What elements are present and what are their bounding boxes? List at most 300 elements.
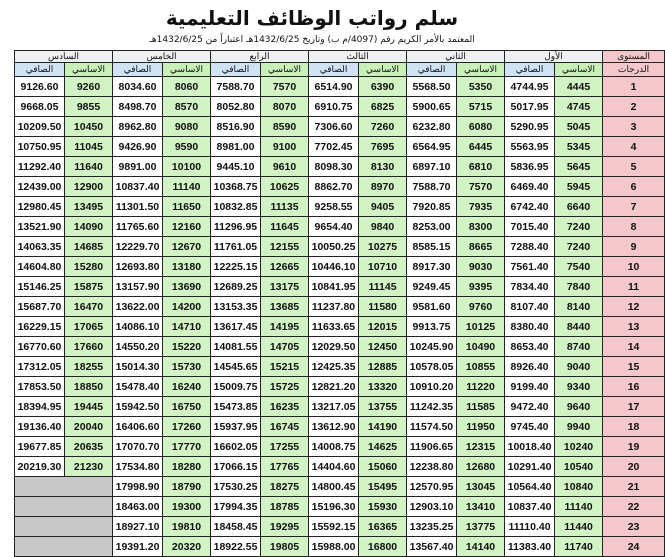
net-salary-cell: 10209.50 [15, 117, 65, 137]
basic-salary-cell: 11640 [65, 157, 113, 177]
net-salary-cell: 16770.60 [15, 337, 65, 357]
basic-salary-cell: 11145 [359, 277, 407, 297]
net-salary-cell: 15942.50 [113, 397, 163, 417]
basic-salary-cell: 18790 [163, 477, 211, 497]
table-row [15, 77, 665, 97]
basic-salary-cell: 4745 [555, 97, 603, 117]
grade-cell: 2 [603, 97, 665, 117]
page-subtitle: المعتمد بالأمر الكريم رقم (4097/م ب) وتاريخ 1432/6/25هـ اعتباراً من 1432/6/25هـ [149, 35, 475, 45]
net-salary-cell: 11574.50 [407, 417, 457, 437]
net-salary-cell: 6742.40 [505, 197, 555, 217]
basic-salary-cell: 10540 [555, 457, 603, 477]
basic-salary-cell: 15220 [163, 337, 211, 357]
net-header: الصافي [309, 63, 359, 77]
net-header: الصافي [505, 63, 555, 77]
basic-salary-cell: 11585 [457, 397, 505, 417]
net-salary-cell: 10750.95 [15, 137, 65, 157]
basic-salary-cell: 8300 [457, 217, 505, 237]
basic-salary-cell: 19445 [65, 397, 113, 417]
net-salary-cell: 7288.40 [505, 237, 555, 257]
net-salary-cell: 14550.20 [113, 337, 163, 357]
basic-salary-cell: 14190 [359, 417, 407, 437]
basic-salary-cell: 13175 [261, 277, 309, 297]
table-row [15, 277, 665, 297]
basic-header: الاساسي [163, 63, 211, 77]
empty-cell [15, 537, 113, 557]
net-salary-cell: 10291.40 [505, 457, 555, 477]
grade-cell: 13 [603, 317, 665, 337]
net-salary-cell: 13235.25 [407, 517, 457, 537]
net-salary-cell: 15478.40 [113, 377, 163, 397]
basic-salary-cell: 17765 [261, 457, 309, 477]
page-title: سلم رواتب الوظائف التعليمية [165, 6, 459, 30]
basic-salary-cell: 7540 [555, 257, 603, 277]
net-salary-cell: 9426.90 [113, 137, 163, 157]
basic-salary-cell: 13045 [457, 477, 505, 497]
net-salary-cell: 11761.05 [211, 237, 261, 257]
grade-cell: 14 [603, 337, 665, 357]
grade-cell: 8 [603, 217, 665, 237]
table-row [15, 397, 665, 417]
basic-salary-cell: 8970 [359, 177, 407, 197]
net-salary-cell: 11906.65 [407, 437, 457, 457]
net-salary-cell: 10446.10 [309, 257, 359, 277]
basic-salary-cell: 5345 [555, 137, 603, 157]
basic-salary-cell: 10625 [261, 177, 309, 197]
net-salary-cell: 10245.90 [407, 337, 457, 357]
basic-salary-cell: 7840 [555, 277, 603, 297]
net-salary-cell: 5836.95 [505, 157, 555, 177]
net-salary-cell: 14545.65 [211, 357, 261, 377]
net-salary-cell: 8585.15 [407, 237, 457, 257]
net-header: الصافي [113, 63, 163, 77]
net-salary-cell: 6564.95 [407, 137, 457, 157]
grade-cell: 3 [603, 117, 665, 137]
basic-header: الاساسي [359, 63, 407, 77]
net-salary-cell: 13217.05 [309, 397, 359, 417]
net-salary-cell: 11242.35 [407, 397, 457, 417]
basic-salary-cell: 12885 [359, 357, 407, 377]
basic-salary-cell: 17260 [163, 417, 211, 437]
net-salary-cell: 10368.75 [211, 177, 261, 197]
net-salary-cell: 7306.60 [309, 117, 359, 137]
basic-salary-cell: 17255 [261, 437, 309, 457]
net-salary-cell: 15146.25 [15, 277, 65, 297]
basic-salary-cell: 14195 [261, 317, 309, 337]
table-row [15, 157, 665, 177]
table-row [15, 237, 665, 257]
net-salary-cell: 7015.40 [505, 217, 555, 237]
net-salary-cell: 11237.80 [309, 297, 359, 317]
basic-salary-cell: 7935 [457, 197, 505, 217]
basic-salary-cell: 10855 [457, 357, 505, 377]
basic-salary-cell: 16800 [359, 537, 407, 557]
net-salary-cell: 5568.50 [407, 77, 457, 97]
basic-salary-cell: 18785 [261, 497, 309, 517]
basic-salary-cell: 12900 [65, 177, 113, 197]
net-salary-cell: 9654.40 [309, 217, 359, 237]
basic-salary-cell: 11580 [359, 297, 407, 317]
level-header: الثالث [309, 51, 407, 63]
table-row [15, 337, 665, 357]
net-salary-cell: 9258.55 [309, 197, 359, 217]
basic-salary-cell: 15730 [163, 357, 211, 377]
basic-salary-cell: 16750 [163, 397, 211, 417]
net-salary-cell: 10837.40 [505, 497, 555, 517]
basic-salary-cell: 10125 [457, 317, 505, 337]
net-salary-cell: 8498.70 [113, 97, 163, 117]
net-salary-cell: 8052.80 [211, 97, 261, 117]
net-salary-cell: 12980.45 [15, 197, 65, 217]
grade-cell: 11 [603, 277, 665, 297]
basic-salary-cell: 11740 [555, 537, 603, 557]
net-salary-cell: 17312.05 [15, 357, 65, 377]
grade-cell: 17 [603, 397, 665, 417]
basic-salary-cell: 9405 [359, 197, 407, 217]
net-salary-cell: 15473.85 [211, 397, 261, 417]
table-row [15, 317, 665, 337]
basic-salary-cell: 9340 [555, 377, 603, 397]
net-salary-cell: 12029.50 [309, 337, 359, 357]
basic-salary-cell: 7260 [359, 117, 407, 137]
net-salary-cell: 12439.00 [15, 177, 65, 197]
net-salary-cell: 10841.95 [309, 277, 359, 297]
net-salary-cell: 12689.25 [211, 277, 261, 297]
net-salary-cell: 13617.45 [211, 317, 261, 337]
net-salary-cell: 10018.40 [505, 437, 555, 457]
basic-salary-cell: 5945 [555, 177, 603, 197]
net-salary-cell: 10578.05 [407, 357, 457, 377]
basic-salary-cell: 9260 [65, 77, 113, 97]
grade-cell: 4 [603, 137, 665, 157]
net-salary-cell: 15014.30 [113, 357, 163, 377]
basic-salary-cell: 6080 [457, 117, 505, 137]
grade-cell: 9 [603, 237, 665, 257]
table-row [15, 417, 665, 437]
basic-salary-cell: 18850 [65, 377, 113, 397]
net-salary-cell: 16406.60 [113, 417, 163, 437]
basic-salary-cell: 7570 [457, 177, 505, 197]
net-salary-cell: 14008.75 [309, 437, 359, 457]
table-row [15, 497, 665, 517]
basic-salary-cell: 8740 [555, 337, 603, 357]
net-salary-cell: 17534.80 [113, 457, 163, 477]
net-salary-cell: 9891.00 [113, 157, 163, 177]
net-salary-cell: 7561.40 [505, 257, 555, 277]
basic-salary-cell: 13410 [457, 497, 505, 517]
basic-header: الاساسي [555, 63, 603, 77]
level-header-row [15, 51, 665, 63]
basic-salary-cell: 10240 [555, 437, 603, 457]
net-salary-cell: 5563.95 [505, 137, 555, 157]
basic-salary-cell: 12680 [457, 457, 505, 477]
basic-salary-cell: 16470 [65, 297, 113, 317]
basic-salary-cell: 13775 [457, 517, 505, 537]
net-salary-cell: 12229.70 [113, 237, 163, 257]
basic-salary-cell: 17660 [65, 337, 113, 357]
net-salary-cell: 19136.40 [15, 417, 65, 437]
basic-salary-cell: 15215 [261, 357, 309, 377]
level-corner-label: المستوى [603, 51, 665, 63]
net-salary-cell: 17530.25 [211, 477, 261, 497]
net-salary-cell: 14800.45 [309, 477, 359, 497]
basic-salary-cell: 12015 [359, 317, 407, 337]
net-salary-cell: 10050.25 [309, 237, 359, 257]
basic-salary-cell: 12315 [457, 437, 505, 457]
net-salary-cell: 8926.40 [505, 357, 555, 377]
basic-salary-cell: 11140 [163, 177, 211, 197]
basic-salary-cell: 16235 [261, 397, 309, 417]
basic-salary-cell: 9590 [163, 137, 211, 157]
net-salary-cell: 5900.65 [407, 97, 457, 117]
table-row [15, 477, 665, 497]
grade-cell: 1 [603, 77, 665, 97]
net-salary-cell: 8253.00 [407, 217, 457, 237]
grade-cell: 16 [603, 377, 665, 397]
basic-salary-cell: 12450 [359, 337, 407, 357]
basic-salary-cell: 6825 [359, 97, 407, 117]
net-salary-cell: 7588.70 [407, 177, 457, 197]
net-salary-cell: 8380.40 [505, 317, 555, 337]
basic-salary-cell: 8060 [163, 77, 211, 97]
basic-salary-cell: 20040 [65, 417, 113, 437]
net-salary-cell: 10564.40 [505, 477, 555, 497]
net-salary-cell: 13612.90 [309, 417, 359, 437]
net-salary-cell: 13567.40 [407, 537, 457, 557]
net-salary-cell: 8107.40 [505, 297, 555, 317]
net-salary-cell: 11110.40 [505, 517, 555, 537]
grade-cell: 23 [603, 517, 665, 537]
basic-salary-cell: 10490 [457, 337, 505, 357]
basic-salary-cell: 7240 [555, 237, 603, 257]
net-salary-cell: 14086.10 [113, 317, 163, 337]
basic-salary-cell: 13320 [359, 377, 407, 397]
grades-corner-label: الدرجات [603, 63, 665, 77]
net-header: الصافي [407, 63, 457, 77]
net-salary-cell: 10910.20 [407, 377, 457, 397]
basic-salary-cell: 19805 [261, 537, 309, 557]
net-salary-cell: 15687.70 [15, 297, 65, 317]
net-salary-cell: 6897.10 [407, 157, 457, 177]
salary-scale-table [14, 50, 665, 557]
net-salary-cell: 14081.55 [211, 337, 261, 357]
basic-salary-cell: 11140 [555, 497, 603, 517]
table-row [15, 297, 665, 317]
basic-salary-cell: 19810 [163, 517, 211, 537]
basic-salary-cell: 12160 [163, 217, 211, 237]
net-salary-cell: 6232.80 [407, 117, 457, 137]
table-row [15, 537, 665, 557]
net-salary-cell: 15937.95 [211, 417, 261, 437]
basic-header: الاساسي [65, 63, 113, 77]
net-salary-cell: 12225.15 [211, 257, 261, 277]
net-salary-cell: 19677.85 [15, 437, 65, 457]
empty-cell [15, 517, 113, 537]
net-salary-cell: 20219.30 [15, 457, 65, 477]
basic-salary-cell: 15725 [261, 377, 309, 397]
net-salary-cell: 8862.70 [309, 177, 359, 197]
level-header: الثاني [407, 51, 505, 63]
net-salary-cell: 10832.85 [211, 197, 261, 217]
basic-salary-cell: 11045 [65, 137, 113, 157]
net-salary-cell: 8981.00 [211, 137, 261, 157]
basic-salary-cell: 12155 [261, 237, 309, 257]
basic-salary-cell: 5045 [555, 117, 603, 137]
net-salary-cell: 18394.95 [15, 397, 65, 417]
basic-salary-cell: 18255 [65, 357, 113, 377]
basic-salary-cell: 5645 [555, 157, 603, 177]
net-salary-cell: 17066.15 [211, 457, 261, 477]
table-row [15, 177, 665, 197]
table-row [15, 217, 665, 237]
empty-cell [15, 497, 113, 517]
net-salary-cell: 11383.40 [505, 537, 555, 557]
grade-cell: 6 [603, 177, 665, 197]
basic-salary-cell: 9030 [457, 257, 505, 277]
net-salary-cell: 15196.30 [309, 497, 359, 517]
net-salary-cell: 18922.55 [211, 537, 261, 557]
basic-salary-cell: 8140 [555, 297, 603, 317]
level-header: الأول [505, 51, 603, 63]
basic-salary-cell: 11645 [261, 217, 309, 237]
net-salary-cell: 7702.45 [309, 137, 359, 157]
net-salary-cell: 5290.95 [505, 117, 555, 137]
net-salary-cell: 13157.90 [113, 277, 163, 297]
net-salary-cell: 12903.10 [407, 497, 457, 517]
grade-cell: 21 [603, 477, 665, 497]
net-salary-cell: 13622.00 [113, 297, 163, 317]
basic-salary-cell: 16365 [359, 517, 407, 537]
basic-salary-cell: 13690 [163, 277, 211, 297]
net-salary-cell: 18927.10 [113, 517, 163, 537]
net-salary-cell: 18458.45 [211, 517, 261, 537]
net-salary-cell: 14404.60 [309, 457, 359, 477]
basic-salary-cell: 18275 [261, 477, 309, 497]
table-row [15, 437, 665, 457]
basic-salary-cell: 16240 [163, 377, 211, 397]
basic-salary-cell: 8665 [457, 237, 505, 257]
basic-salary-cell: 11220 [457, 377, 505, 397]
basic-salary-cell: 14685 [65, 237, 113, 257]
basic-salary-cell: 13180 [163, 257, 211, 277]
basic-salary-cell: 9100 [261, 137, 309, 157]
basic-salary-cell: 10710 [359, 257, 407, 277]
table-row [15, 357, 665, 377]
table-row [15, 377, 665, 397]
net-salary-cell: 8962.80 [113, 117, 163, 137]
basic-salary-cell: 15930 [359, 497, 407, 517]
basic-salary-cell: 5715 [457, 97, 505, 117]
basic-salary-cell: 14140 [457, 537, 505, 557]
net-salary-cell: 8917.30 [407, 257, 457, 277]
basic-salary-cell: 13755 [359, 397, 407, 417]
basic-salary-cell: 13495 [65, 197, 113, 217]
basic-salary-cell: 14200 [163, 297, 211, 317]
basic-salary-cell: 9080 [163, 117, 211, 137]
net-salary-cell: 8516.90 [211, 117, 261, 137]
basic-salary-cell: 8570 [163, 97, 211, 117]
net-salary-cell: 12570.95 [407, 477, 457, 497]
basic-salary-cell: 10275 [359, 237, 407, 257]
basic-salary-cell: 13685 [261, 297, 309, 317]
basic-salary-cell: 20320 [163, 537, 211, 557]
grade-cell: 24 [603, 537, 665, 557]
grade-cell: 5 [603, 157, 665, 177]
grade-cell: 7 [603, 197, 665, 217]
net-header: الصافي [211, 63, 261, 77]
net-salary-cell: 14604.80 [15, 257, 65, 277]
net-salary-cell: 17994.35 [211, 497, 261, 517]
grade-cell: 22 [603, 497, 665, 517]
level-header: الرابع [211, 51, 309, 63]
level-header: السادس [15, 51, 113, 63]
basic-salary-cell: 21230 [65, 457, 113, 477]
net-salary-cell: 12238.80 [407, 457, 457, 477]
basic-salary-cell: 15280 [65, 257, 113, 277]
basic-salary-cell: 14625 [359, 437, 407, 457]
net-salary-cell: 19391.20 [113, 537, 163, 557]
basic-salary-cell: 9940 [555, 417, 603, 437]
net-salary-cell: 11296.95 [211, 217, 261, 237]
net-salary-cell: 16229.15 [15, 317, 65, 337]
basic-salary-cell: 15060 [359, 457, 407, 477]
basic-salary-cell: 8440 [555, 317, 603, 337]
basic-salary-cell: 14090 [65, 217, 113, 237]
basic-salary-cell: 14710 [163, 317, 211, 337]
net-salary-cell: 8653.40 [505, 337, 555, 357]
net-salary-cell: 14063.35 [15, 237, 65, 257]
net-salary-cell: 11633.65 [309, 317, 359, 337]
basic-salary-cell: 12670 [163, 237, 211, 257]
net-salary-cell: 10837.40 [113, 177, 163, 197]
net-salary-cell: 7920.85 [407, 197, 457, 217]
net-salary-cell: 7588.70 [211, 77, 261, 97]
basic-salary-cell: 9760 [457, 297, 505, 317]
basic-salary-cell: 9395 [457, 277, 505, 297]
basic-salary-cell: 20635 [65, 437, 113, 457]
net-salary-cell: 9668.05 [15, 97, 65, 117]
net-header: الصافي [15, 63, 65, 77]
basic-salary-cell: 4445 [555, 77, 603, 97]
level-header: الخامس [113, 51, 211, 63]
basic-salary-cell: 11135 [261, 197, 309, 217]
net-salary-cell: 7834.40 [505, 277, 555, 297]
basic-salary-cell: 9040 [555, 357, 603, 377]
salary-table-body [15, 77, 665, 557]
basic-salary-cell: 12665 [261, 257, 309, 277]
basic-salary-cell: 6640 [555, 197, 603, 217]
net-salary-cell: 9745.40 [505, 417, 555, 437]
basic-salary-cell: 8130 [359, 157, 407, 177]
grade-cell: 18 [603, 417, 665, 437]
subheader-row [15, 63, 665, 77]
net-salary-cell: 11292.40 [15, 157, 65, 177]
grade-cell: 12 [603, 297, 665, 317]
basic-header: الاساسي [457, 63, 505, 77]
basic-salary-cell: 10450 [65, 117, 113, 137]
table-row [15, 257, 665, 277]
basic-salary-cell: 9640 [555, 397, 603, 417]
table-row [15, 457, 665, 477]
net-salary-cell: 15592.15 [309, 517, 359, 537]
grade-cell: 15 [603, 357, 665, 377]
net-salary-cell: 13521.90 [15, 217, 65, 237]
net-salary-cell: 17070.70 [113, 437, 163, 457]
basic-header: الاساسي [261, 63, 309, 77]
net-salary-cell: 12425.35 [309, 357, 359, 377]
grade-cell: 20 [603, 457, 665, 477]
basic-salary-cell: 6445 [457, 137, 505, 157]
